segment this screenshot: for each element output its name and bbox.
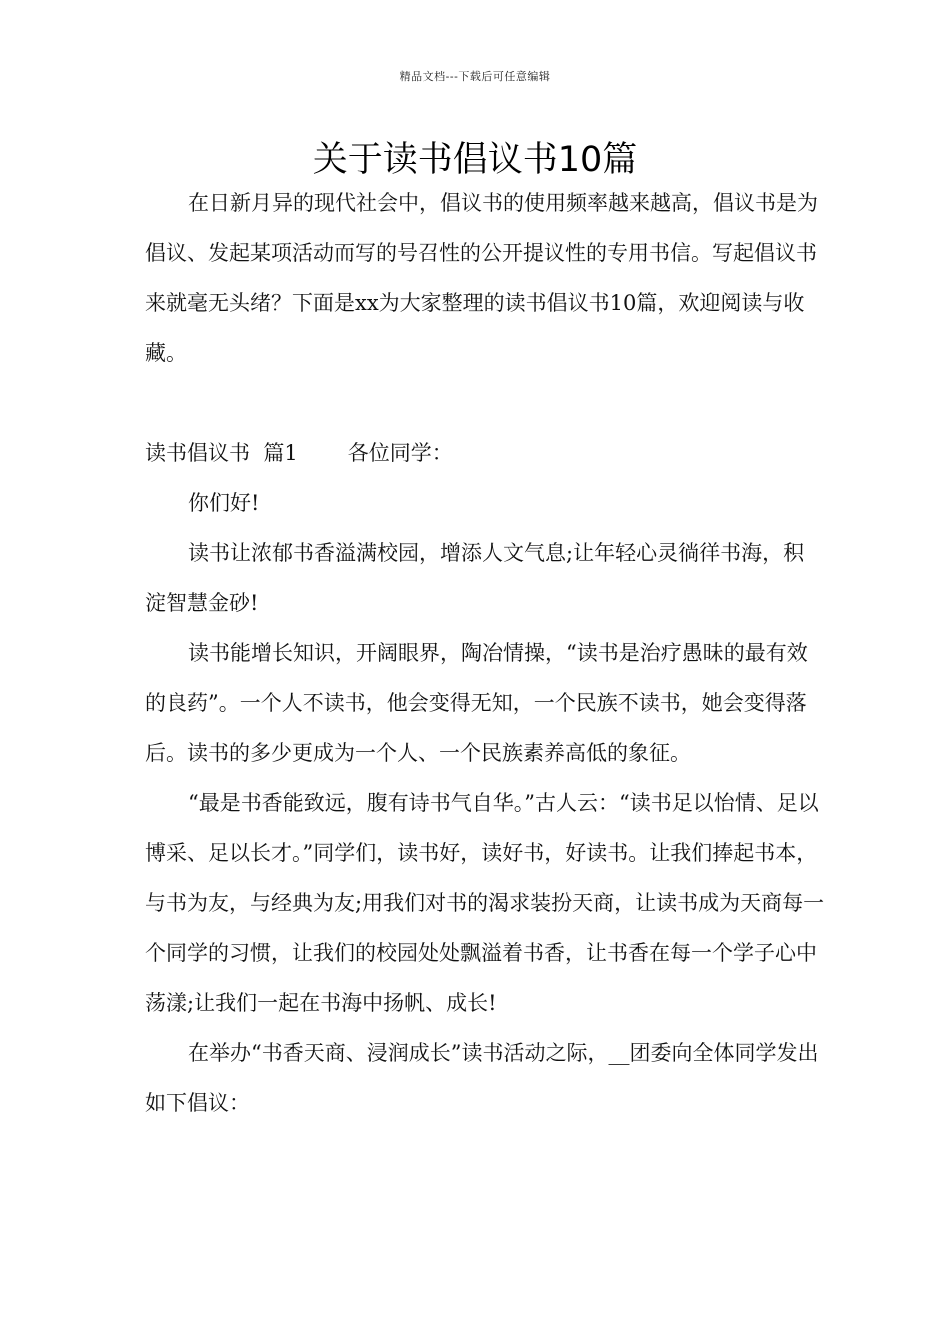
section-heading-line: [145, 428, 825, 478]
section-heading: 读书倡议书 篇1: [145, 441, 298, 465]
body-paragraph-2: 读书能增长知识，开阔眼界，陶冶情操，“读书是治疗愚昧的最有效的良药”。一个人不读书，他会变得无知，一个民族不读书，她会变得落后。读书的多少更成为一个人、一个民族素养高低的象征。: [145, 641, 808, 765]
intro-paragraph: 在日新月异的现代社会中，倡议书的使用频率越来越高，倡议书是为倡议、发起某项活动而写的号召性的公开提议性的专用书信。写起倡议书来就毫无头绪？下面是xx为大家整理的读书倡议书10篇，欢迎阅读与收藏。: [145, 191, 818, 365]
header-note: 精品文档---下载后可任意编辑: [399, 70, 551, 83]
body-paragraph-4: 在举办“书香天商、浸润成长”读书活动之际，__团委向全体同学发出如下倡议：: [145, 1041, 819, 1115]
greeting: 你们好!: [188, 491, 260, 515]
body-paragraph-1: 读书让浓郁书香溢满校园，增添人文气息;让年轻心灵徜徉书海，积淀智慧金砂!: [145, 541, 805, 615]
body-paragraph-3: “最是书香能致远，腹有诗书气自华。”古人云：“读书足以怡情、足以博采、足以长才。”同学们，读书好，读好书，好读书。让我们捧起书本，与书为友，与经典为友;用我们对书的渴求装扮天商，让读书成为天商每一个同学的习惯，让我们的校园处处飘溢着书香，让书香在每一个学子心中荡漾;让我们一起在书海中扬帆、成长!: [145, 791, 825, 1015]
blank-line: [145, 378, 825, 428]
document-body: [145, 178, 825, 1128]
document-title: 关于读书倡议书10篇: [312, 140, 638, 180]
salutation: 各位同学：: [347, 441, 453, 465]
